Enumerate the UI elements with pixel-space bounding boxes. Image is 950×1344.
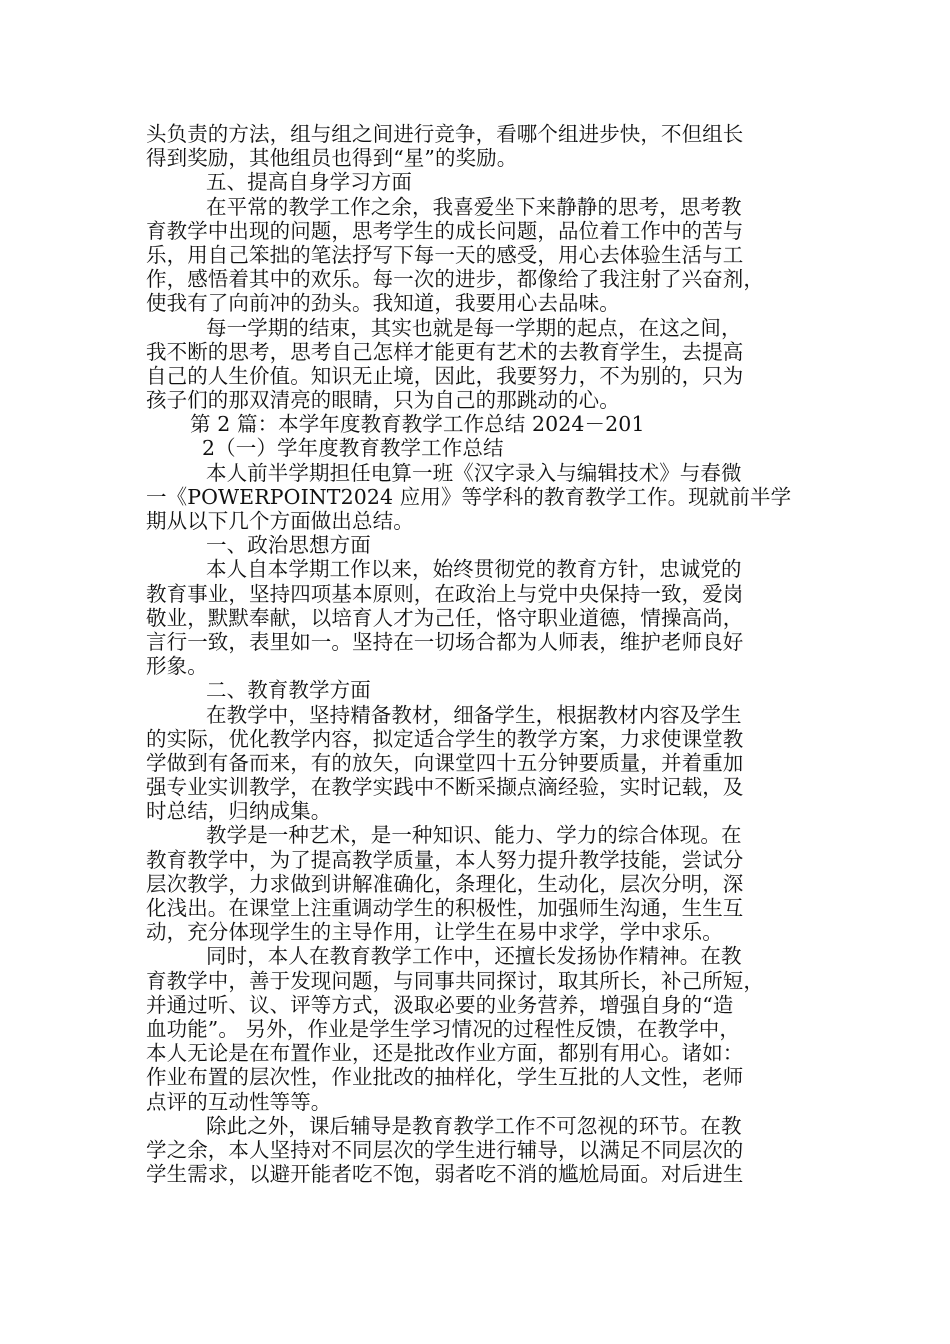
text-line: 时总结，归纳成集。 [146,799,332,824]
text-line: 教学是一种艺术，是一种知识、能力、学力的综合体现。在 [206,823,742,848]
text-line: 形象。 [146,654,208,679]
text-line: 化浅出。在课堂上注重调动学生的积极性，加强师生沟通，生生互 [146,896,744,920]
text-line: 期从以下几个方面做出总结。 [146,509,414,533]
text-line: 头负责的方法，组与组之间进行竞争，看哪个组进步快，不但组长 [146,122,744,146]
text-line: 五、提高自身学习方面 [206,170,412,195]
text-line: 得到奖励，其他组员也得到“星”的奖励。 [146,146,518,171]
text-line: 在平常的教学工作之余，我喜爱坐下来静静的思考，思考教 [206,194,742,219]
text-line: 孩子们的那双清亮的眼睛，只为自己的那跳动的心。 [146,388,620,413]
text-line: 自己的人生价值。知识无止境，因此，我要努力，不为别的，只为 [146,363,744,388]
text-line: 的实际，优化教学内容，拟定适合学生的教学方案，力求使课堂教 [146,726,744,751]
text-line: 教育教学中，为了提高教学质量，本人努力提升教学技能，尝试分 [146,847,744,872]
text-line: 第 2 篇：本学年度教育教学工作总结 2024－201 [190,412,645,437]
text-line: 育教学中，善于发现问题，与同事共同探讨，取其所长，补己所短， [146,968,764,993]
text-line: 一《POWERPOINT2024 应用》等学科的教育教学工作。现就前半学 [146,484,792,509]
text-line: 动，充分体现学生的主导作用，让学生在易中求学，学中求乐。 [146,920,723,945]
text-line: 2（一）学年度教育教学工作总结 [202,436,504,461]
text-line: 乐，用自己笨拙的笔法抒写下每一天的感受，用心去体验生活与工 [146,242,744,267]
text-line: 育教学中出现的问题，思考学生的成长问题，品位着工作中的苦与 [146,218,744,243]
text-line: 在教学中，坚持精备教材，细备学生，根据教材内容及学生 [206,702,742,727]
text-line: 二、教育教学方面 [206,678,371,703]
text-line: 除此之外，课后辅导是教育教学工作不可忽视的环节。在教 [206,1113,742,1138]
text-line: 言行一致，表里如一。坚持在一切场合都为人师表，维护老师良好 [146,629,744,654]
text-line: 本人前半学期担任电算一班《汉字录入与编辑技术》与春微 [206,460,742,485]
text-line: 学做到有备而来，有的放矢，向课堂四十五分钟要质量，并着重加 [146,750,744,775]
text-line: 每一学期的结束，其实也就是每一学期的起点，在这之间， [206,315,742,340]
text-line: 并通过听、议、评等方式，汲取必要的业务营养，增强自身的“造 [146,992,734,1017]
text-line: 本人自本学期工作以来，始终贯彻党的教育方针，忠诚党的 [206,557,742,582]
text-line: 作业布置的层次性，作业批改的抽样化，学生互批的人文性，老师 [146,1065,744,1090]
text-line: 作，感悟着其中的欢乐。每一次的进步，都像给了我注射了兴奋剂， [146,267,764,292]
text-line: 同时，本人在教育教学工作中，还擅长发扬协作精神。在教 [206,944,742,969]
document-page [146,122,816,1186]
text-line: 敬业，默默奉献，以培育人才为己任，恪守职业道德，情操高尚， [146,605,744,630]
text-line: 一、政治思想方面 [206,533,371,558]
text-line: 血功能”。 另外，作业是学生学习情况的过程性反馈，在教学中， [146,1016,740,1041]
text-line: 学生需求，以避开能者吃不饱，弱者吃不消的尴尬局面。对后进生 [146,1162,744,1187]
text-line: 使我有了向前冲的劲头。我知道，我要用心去品味。 [146,291,620,316]
text-line: 我不断的思考，思考自己怎样才能更有艺术的去教育学生，去提高 [146,339,744,364]
text-line: 强专业实训教学，在教学实践中不断采撷点滴经验，实时记载，及 [146,775,744,800]
text-line: 本人无论是在布置作业，还是批改作业方面，都别有用心。诸如： [146,1041,744,1066]
text-line: 教育事业，坚持四项基本原则，在政治上与党中央保持一致，爱岗 [146,581,744,606]
text-line: 层次教学，力求做到讲解准确化，条理化，生动化，层次分明，深 [146,871,744,896]
text-line: 点评的互动性等等。 [146,1089,332,1114]
text-line: 学之余，本人坚持对不同层次的学生进行辅导，以满足不同层次的 [146,1137,744,1162]
